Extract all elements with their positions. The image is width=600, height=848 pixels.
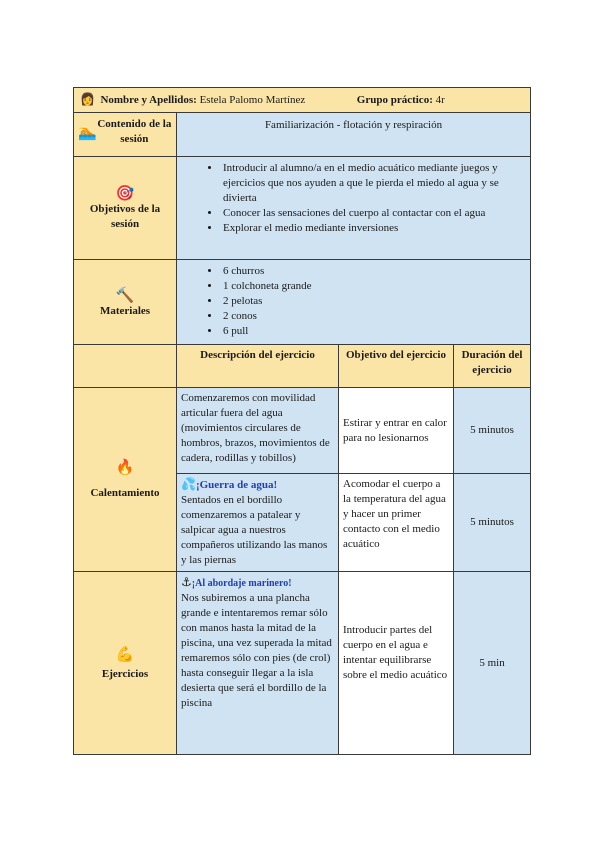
calentamiento-1-duration: 5 minutos: [454, 388, 531, 474]
calentamiento-1-description: Comenzaremos con movilidad articular fuera del agua (movimientos circulares de hombros, brazos, movimientos de cadera, rodillas y tobillos): [177, 388, 339, 474]
header-cell: 👩 Nombre y Apellidos: Estela Palomo Martínez Grupo práctico: 4r: [74, 88, 531, 113]
objetivo-item: • Explorar el medio mediante inversiones: [221, 221, 526, 236]
calentamiento-label: Calentamiento: [90, 487, 160, 499]
calentamiento-2-duration: 5 minutos: [454, 474, 531, 572]
objetivos-list: [181, 161, 526, 236]
ejercicios-row: [74, 572, 531, 755]
hammer-icon: 🔨: [115, 285, 135, 304]
name-value: Estela Palomo Martínez: [199, 94, 306, 106]
objetivos-list-cell: [177, 157, 531, 260]
calentamiento-label-cell: [74, 388, 177, 572]
material-item: • 2 pelotas: [221, 294, 526, 309]
ejercicios-1-description-cell: [177, 572, 339, 755]
materiales-label: Materiales: [99, 304, 151, 317]
calentamiento-1-objective: Estirar y entrar en calor para no lesionarnos: [339, 388, 454, 474]
target-icon: 🎯: [115, 184, 135, 202]
col-duracion: Duración del ejercicio: [454, 345, 531, 388]
header-row: [74, 88, 531, 113]
swimmer-icon: 🏊: [78, 122, 97, 141]
contenido-value: Familiarización - flotación y respiración: [177, 113, 531, 157]
fire-icon: 🔥: [115, 458, 135, 476]
calentamiento-row-1: [74, 388, 531, 474]
ejercicios-1-duration: 5 min: [454, 572, 531, 755]
splash-icon: 💦: [181, 477, 196, 491]
materiales-list: [181, 264, 526, 339]
ejercicios-1-description: Nos subiremos a una plancha grande e intentaremos remar sólo con manos hasta la mitad de la piscina, una vez superada la mitad remaremos sólo con pies (de crol) hasta conseguir llegar a la isla desierta que será el bordillo de la piscina: [181, 592, 332, 709]
calentamiento-2-title: ¡Guerra de agua!: [195, 479, 278, 491]
material-item: • 2 conos: [221, 309, 526, 324]
objetivo-item: • Conocer las sensaciones del cuerpo al contactar con el agua: [221, 206, 526, 221]
materiales-row: [74, 260, 531, 345]
woman-icon: 👩: [80, 92, 95, 106]
name-label: Nombre y Apellidos: [100, 94, 194, 106]
materiales-list-cell: [177, 260, 531, 345]
calentamiento-2-objective: Acomodar el cuerpo a la temperatura del agua y hacer un primer contacto con el medio acuático: [339, 474, 454, 572]
material-item: • 1 colchoneta grande: [221, 279, 526, 294]
muscle-icon: 💪: [115, 644, 135, 663]
group-label: Grupo práctico: [356, 94, 430, 106]
objetivo-item: • Introducir al alumno/a en el medio acuático mediante juegos y ejercicios que nos ayuden a que le pierda el miedo al agua y se divierta: [221, 161, 526, 206]
ejercicios-1-title: ¡Al abordaje marinero!: [191, 578, 292, 589]
materiales-label-cell: [74, 260, 177, 345]
calentamiento-2-description: Sentados en el bordillo comenzaremos a patalear y salpicar agua a nuestros compañeros utilizando las manos y las piernas: [181, 494, 328, 566]
contenido-label-cell: [74, 113, 177, 157]
group-value: 4r: [435, 94, 445, 106]
ejercicios-1-objective: Introducir partes del cuerpo en el agua e intentar equilibrarse sobre el medio acuático: [339, 572, 454, 755]
objetivos-label: Objetivos de la sesión: [89, 203, 161, 230]
material-item: • 6 churros: [221, 264, 526, 279]
columns-header-row: [74, 345, 531, 388]
anchor-icon: ⚓: [181, 575, 192, 589]
material-item: • 6 pull: [221, 324, 526, 339]
ejercicios-label: Ejercicios: [101, 667, 149, 680]
col-descripcion: Descripción del ejercicio: [177, 345, 339, 388]
empty-header-cell: [74, 345, 177, 388]
session-plan-table: [73, 87, 531, 755]
contenido-label: Contenido de la sesión: [97, 118, 172, 145]
ejercicios-label-cell: [74, 572, 177, 755]
objetivos-label-cell: [74, 157, 177, 260]
calentamiento-2-description-cell: [177, 474, 339, 572]
objetivos-row: [74, 157, 531, 260]
col-objetivo: Objetivo del ejercicio: [339, 345, 454, 388]
contenido-row: [74, 113, 531, 157]
